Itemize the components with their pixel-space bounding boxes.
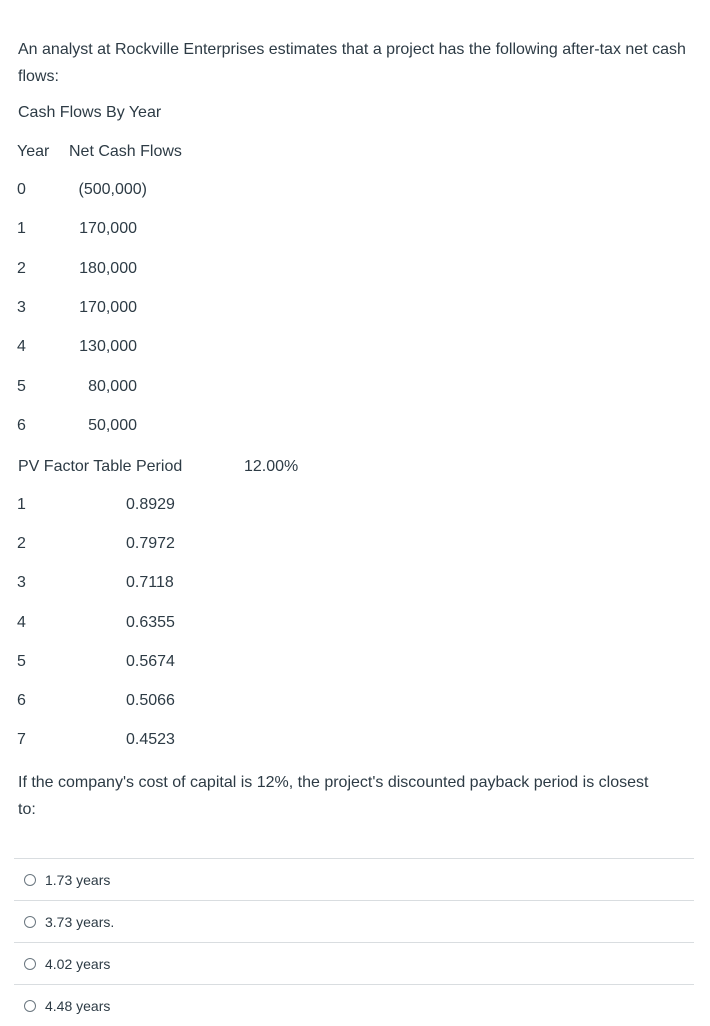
pv-factor: 0.7972 [126,535,175,552]
cash-flow-row [0,417,710,437]
pv-factor: 0.7118 [126,574,174,591]
cash-flow-row [0,260,710,280]
cash-flow-year: 4 [17,338,26,355]
pv-table-rate: 12.00% [244,458,299,475]
pv-period: 7 [17,731,26,748]
cash-flow-value: (500,000) [78,181,147,198]
pv-period: 2 [17,535,26,552]
pv-period: 4 [17,614,26,631]
col-header-year: Year [17,143,50,160]
cash-flow-year: 6 [17,417,26,434]
radio-button[interactable] [24,874,36,886]
pv-period: 1 [17,496,26,513]
pv-factor: 0.5674 [126,653,175,670]
answer-label: 4.02 years [45,955,111,972]
pv-factor-row [0,535,710,555]
pv-period: 5 [17,653,26,670]
cash-flow-row [0,299,710,319]
answer-option[interactable] [14,984,694,1026]
answer-label: 3.73 years. [45,913,115,930]
cash-flow-value: 180,000 [79,260,137,277]
pv-table-title: PV Factor Table Period [18,458,183,475]
col-header-net-cash-flows: Net Cash Flows [69,143,182,160]
cash-flow-value: 130,000 [79,338,137,355]
pv-factor-row [0,692,710,712]
answer-option[interactable] [14,942,694,984]
pv-period: 6 [17,692,26,709]
cash-flow-row [0,338,710,358]
radio-button[interactable] [24,1000,36,1012]
pv-factor: 0.4523 [126,731,175,748]
cash-flow-year: 2 [17,260,26,277]
pv-factor: 0.5066 [126,692,175,709]
cash-flow-year: 5 [17,378,26,395]
pv-factor-row [0,614,710,634]
answer-label: 1.73 years [45,871,111,888]
cash-flow-row [0,181,710,201]
question-text: If the company's cost of capital is 12%, the project's discounted payback period is closest to: [18,774,649,818]
cash-flow-year: 0 [17,181,26,198]
cash-flow-row [0,378,710,398]
pv-factor-row [0,731,710,751]
cash-flow-row [0,220,710,240]
pv-factor-row [0,574,710,594]
cash-flow-year: 1 [17,220,26,237]
radio-button[interactable] [24,958,36,970]
pv-factor-row [0,496,710,516]
pv-period: 3 [17,574,26,591]
answer-label: 4.48 years [45,997,111,1014]
pv-factor: 0.6355 [126,614,175,631]
cash-flow-value: 170,000 [79,299,137,316]
pv-factor: 0.8929 [126,496,175,513]
cash-flow-value: 50,000 [88,417,137,434]
intro-text: An analyst at Rockville Enterprises estimates that a project has the following after-tax net cash flows: [18,41,686,85]
pv-factor-row [0,653,710,673]
cash-flow-value: 80,000 [88,378,137,395]
answer-list [14,858,694,1026]
cash-flow-year: 3 [17,299,26,316]
cash-flow-value: 170,000 [79,220,137,237]
answer-option[interactable] [14,858,694,900]
radio-button[interactable] [24,916,36,928]
cash-flows-title: Cash Flows By Year [18,104,162,121]
answer-option[interactable] [14,900,694,942]
